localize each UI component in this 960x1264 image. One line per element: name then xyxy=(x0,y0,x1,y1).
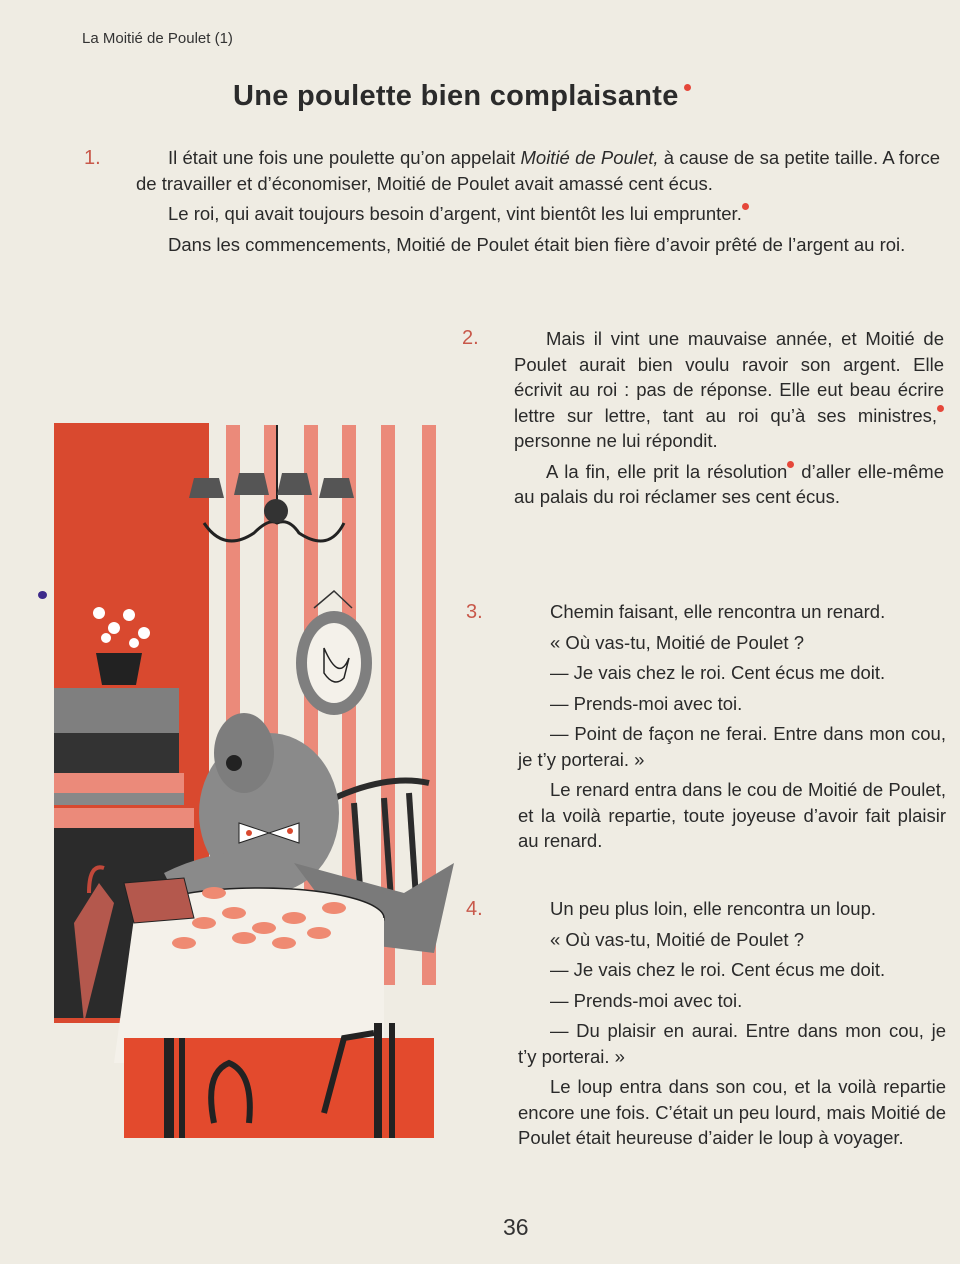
text-run: à cause de sa petite taille. A force de travailler et d’économiser, Moitié de Poulet avait amassé cent écus. xyxy=(136,147,940,194)
paragraph: — Prends-moi avec toi. xyxy=(550,692,743,714)
paragraph: « Où vas-tu, Moitié de Poulet ? xyxy=(550,631,804,653)
section-number-3: 3. xyxy=(466,601,483,623)
section-number-1: 1. xyxy=(84,147,101,169)
section-1-text xyxy=(136,145,940,262)
paragraph: — Je vais chez le roi. Cent écus me doit. xyxy=(550,959,886,980)
paragraph xyxy=(514,326,944,454)
paragraph: — Point de façon ne ferai. Entre dans mon cou, je t’y porterai. » xyxy=(518,723,946,770)
paragraph xyxy=(136,201,940,227)
paragraph: — Je vais chez le roi. Cent écus me doit. xyxy=(550,662,886,683)
section-4-text xyxy=(518,896,946,1156)
paragraph xyxy=(136,145,940,196)
italic-name: Moitié de Poulet, xyxy=(520,147,659,168)
text-run: Le roi, qui avait toujours besoin d’argent, vint bientôt les lui emprunter. xyxy=(168,203,742,224)
text-run: personne ne lui répondit. xyxy=(514,430,718,451)
section-number-2: 2. xyxy=(462,327,479,349)
paragraph: Dans les commencements, Moitié de Poulet était bien fière d’avoir prêté de l’argent au roi. xyxy=(168,233,906,255)
text-run: Mais il vint une mauvaise année, et Moitié de Poulet aurait bien voulu ravoir son argent. Elle écrivit au roi : pas de réponse. Elle eut beau écrire lettre sur lettre, tant au roi qu’à ses ministres, xyxy=(514,328,944,426)
rug xyxy=(124,1023,434,1138)
paragraph: — Prends-moi avec toi. xyxy=(550,989,743,1011)
hen-illustration xyxy=(54,423,464,1143)
paragraph: Le renard entra dans le cou de Moitié de Poulet, et la voilà repartie, toute joyeuse d’avoir fait plaisir au renard. xyxy=(518,779,946,851)
section-number-4: 4. xyxy=(466,898,483,920)
text-run: A la fin, elle prit la résolution xyxy=(546,460,788,482)
paragraph: Chemin faisant, elle rencontra un renard. xyxy=(550,601,886,622)
ink-spot xyxy=(38,591,47,599)
section-2-text xyxy=(514,326,944,515)
vocabulary-dot-icon xyxy=(937,405,944,412)
page-title xyxy=(233,80,691,113)
page-number: 36 xyxy=(503,1214,529,1240)
paragraph: — Du plaisir en aurai. Entre dans mon cou, je t’y porterai. » xyxy=(518,1020,946,1067)
paragraph: Un peu plus loin, elle rencontra un loup. xyxy=(550,898,877,919)
title-text: Une poulette bien complaisante xyxy=(233,80,679,112)
text-run: d’aller elle-même au palais du roi réclamer ses cent écus. xyxy=(514,460,944,507)
section-3-text xyxy=(518,599,946,859)
text-run: Il était une fois une poulette qu’on appelait xyxy=(168,147,521,168)
paragraph: « Où vas-tu, Moitié de Poulet ? xyxy=(550,928,804,950)
running-head: La Moitié de Poulet (1) xyxy=(82,30,233,47)
paragraph xyxy=(514,459,944,510)
vocabulary-dot-icon xyxy=(684,84,691,91)
paragraph: Le loup entra dans son cou, et la voilà repartie encore une fois. C’était un peu lourd, mais Moitié de Poulet était heureuse d’aider le loup à voyager. xyxy=(518,1076,946,1148)
vocabulary-dot-icon xyxy=(742,203,749,210)
